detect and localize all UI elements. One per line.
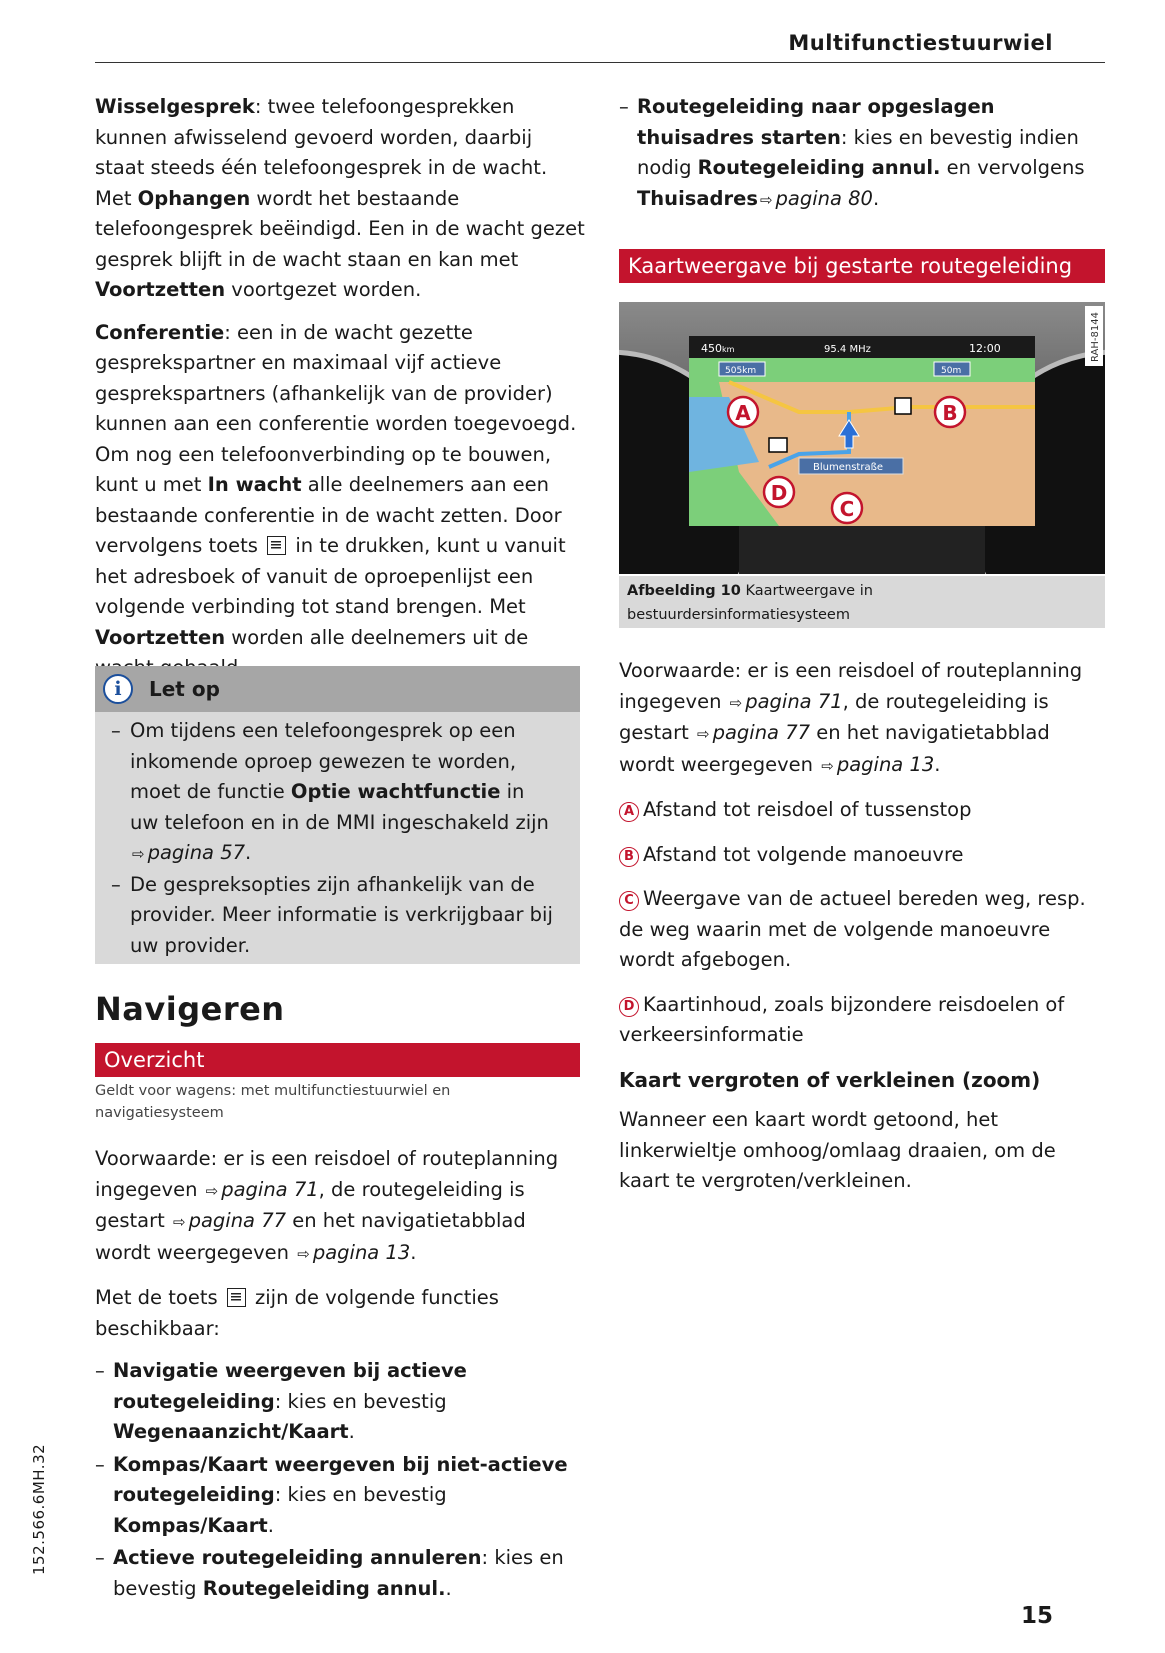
text: , de routegeleiding is gestart [619,689,1049,744]
arrow-icon: ⇨ [821,756,834,775]
term: Actieve routegeleiding annuleren [113,1546,482,1569]
legend-key: C [619,891,639,911]
text: en vervolgens [940,156,1085,179]
caption-label: Afbeelding 10 [627,583,741,599]
term: Kompas/Kaart [113,1513,268,1537]
caption-text: Kaartweergave in bestuurdersinformatiesysteem [627,583,873,623]
page-reference[interactable]: pagina 13 [312,1240,411,1264]
text: : kies en bevestig [113,1546,564,1600]
page-reference[interactable]: pagina 57 [147,841,246,864]
function-list [95,1356,585,1604]
legend-text: Afstand tot reisdoel of tussenstop [643,798,972,821]
figure-code: RAH-8144 [1090,312,1101,362]
applies-note: Geldt voor wagens: met multifunctiestuurwiel en navigatiesysteem [95,1083,451,1121]
note-item: – De gespreksopties zijn afhankelijk van de provider. Meer informatie is verkrijgbaar bij uw provider. [95,870,558,962]
paragraph-conferentie [95,318,585,684]
text: . [445,1576,452,1600]
text: wordt het bestaande telefoongesprek beëindigd. Een in de wacht gezet gesprek blijft in de wacht staan en kan met [95,186,585,271]
section-title: Navigeren [95,990,285,1028]
poi-restaurant-icon [895,398,911,414]
subsection-bar: Overzicht [95,1043,580,1077]
text: Voorwaarde: er is een reisdoel of routeplanning ingegeven [95,1147,559,1201]
right-column-top [619,92,1109,217]
text: . [872,186,880,210]
legend-key: A [619,802,639,822]
term: Wegenaanzicht/Kaart [113,1420,349,1443]
arrow-icon: ⇨ [697,725,710,743]
page-reference[interactable]: pagina 71 [221,1177,319,1201]
left-column [95,92,585,698]
page-reference[interactable]: pagina 77 [712,721,811,744]
text: zijn de volgende functies beschikbaar: [95,1286,499,1340]
term: Navigatie weergeven bij actieve routegeleiding [113,1359,467,1413]
arrow-icon: ⇨ [132,845,145,863]
text: : een in de wacht gezette gesprekspartner en maximaal vijf actieve gesprekspartners (afhankelijk van de provider) kunnen aan een conferentie worden toegevoegd. Om nog een telefoonverbinding op te bouwen, kunt u met [95,320,577,496]
legend-item [619,884,1109,976]
text: en het navigatietabblad wordt weergegeven [95,1209,526,1264]
text: : kies en bevestig [274,1389,447,1413]
callout-d [764,477,794,507]
text: Om tijdens een telefoongesprek op een inkomende oproep gewezen te worden, moet de functie [130,719,517,803]
info-icon: i [103,674,133,704]
document-code: 152.566.6MH.32 [30,1443,48,1575]
term: Conferentie [95,320,225,344]
header-rule [95,62,1105,63]
note-body [95,712,580,961]
list-item [619,92,1109,215]
page-reference[interactable]: pagina 13 [836,752,935,776]
svg-text:A: A [735,401,751,425]
text: en het navigatietabblad wordt weergegeven [619,721,1050,776]
list-item [95,1356,585,1448]
note-title: Let op [149,677,220,701]
text: worden alle deelnemers uit de [231,625,529,649]
svg-text:C: C [839,497,855,521]
left-column-nav [95,1144,585,1606]
text: : kies en bevestig [274,1483,447,1506]
svg-text:D: D [770,481,788,505]
zoom-heading: Kaart vergroten of verkleinen (zoom) [619,1067,1041,1092]
legend-key: D [619,997,639,1017]
note-box [95,666,580,964]
term: Thuisadres [637,186,758,210]
arrow-icon: ⇨ [297,1244,310,1263]
prerequisite [619,656,1109,781]
term: Ophangen [137,186,251,210]
svg-text:B: B [942,401,958,425]
term: Wisselgesprek [95,95,255,118]
radio-readout: 95.4 MHz [824,344,871,355]
callout-a [728,397,758,427]
legend-item [619,840,1109,871]
text: . [410,1240,417,1264]
cluster-illustration [619,302,1105,574]
list-item [95,1450,585,1542]
text: . [934,752,941,776]
page-number: 15 [1020,1603,1053,1629]
term: Routegeleiding naar opgeslagen thuisadres starten [637,95,995,149]
text: Voorwaarde: er is een reisdoel of routeplanning ingegeven [619,659,1083,713]
page-reference[interactable]: pagina 71 [745,689,843,713]
arrow-icon: ⇨ [173,1213,186,1231]
distance-box-a-text: 505km [725,366,757,376]
term: Optie wachtfunctie [290,780,501,803]
note-header [95,666,580,712]
distance-readout: 450km [701,342,735,355]
text: voortgezet worden. [225,278,422,301]
arrow-icon: ⇨ [205,1181,219,1200]
keys-paragraph [95,1283,585,1344]
text: alle deelnemers aan een bestaande conferentie in de wacht zetten. Door vervolgens toets [95,473,562,557]
right-column-body [619,656,1109,1211]
nav-menu-key-icon [227,1288,246,1307]
home-list [619,92,1109,215]
legend-text: Kaartinhoud, zoals bijzondere reisdoelen of verkeersinformatie [619,992,1065,1046]
dashboard-figure [619,302,1105,574]
legend-item [619,795,1109,826]
text: in uw telefoon en in de MMI ingeschakeld zijn [130,780,549,834]
running-header: Multifunctiestuurwiel [788,31,1053,55]
poi-building-icon [769,438,787,452]
term: Kompas/Kaart weergeven bij niet-actieve routegeleiding [113,1452,568,1506]
term: Routegeleiding annul. [202,1576,446,1600]
arrow-icon: ⇨ [759,190,773,209]
text: Met de toets [95,1286,224,1309]
text: : kies en bevestig indien nodig [637,125,1079,179]
legend-item [619,990,1109,1051]
legend-key: B [619,847,639,867]
figure-caption [619,576,1105,628]
legend-text: Weergave van de actueel bereden weg, resp. de weg waarin met de volgende manoeuvre wordt afgebogen. [619,887,1086,971]
section-bar: Kaartweergave bij gestarte routegeleiding [619,249,1105,283]
paragraph-wisselgesprek [95,92,585,306]
term: Routegeleiding annul. [697,156,941,179]
page-reference[interactable]: pagina 80 [775,186,873,210]
text: , de routegeleiding is gestart [95,1177,525,1232]
phone-menu-key-icon [267,536,286,555]
text: . [245,841,252,864]
map-land [719,382,1035,526]
legend-text: Afstand tot volgende manoeuvre [643,842,964,866]
term: Voortzetten [95,625,226,649]
callout-b [935,397,965,427]
note-item [95,716,558,870]
prerequisite [95,1144,585,1269]
page-reference[interactable]: pagina 77 [188,1209,287,1232]
text: . [348,1420,355,1443]
term: In wacht [207,473,302,496]
term: Voortzetten [95,278,226,301]
street-label: Blumenstraße [813,462,884,473]
distance-box-b-text: 50m [941,366,962,376]
text: : twee telefoongesprekken kunnen afwisselend gevoerd worden, daarbij staat steeds één telefoongesprek in de wacht. Met [95,95,548,210]
callout-c [832,493,862,523]
arrow-icon: ⇨ [729,693,743,712]
text: . [267,1513,274,1537]
text: in te drukken, kunt u vanuit het adresboek of vanuit de oproepenlijst een volgende verbinding tot stand brengen. Met [95,534,566,618]
zoom-paragraph: Wanneer een kaart wordt getoond, het linkerwieltje omhoog/omlaag draaien, om de kaart te vergroten/verkleinen. [619,1108,1056,1192]
clock-readout: 12:00 [969,342,1001,355]
list-item [95,1543,585,1604]
